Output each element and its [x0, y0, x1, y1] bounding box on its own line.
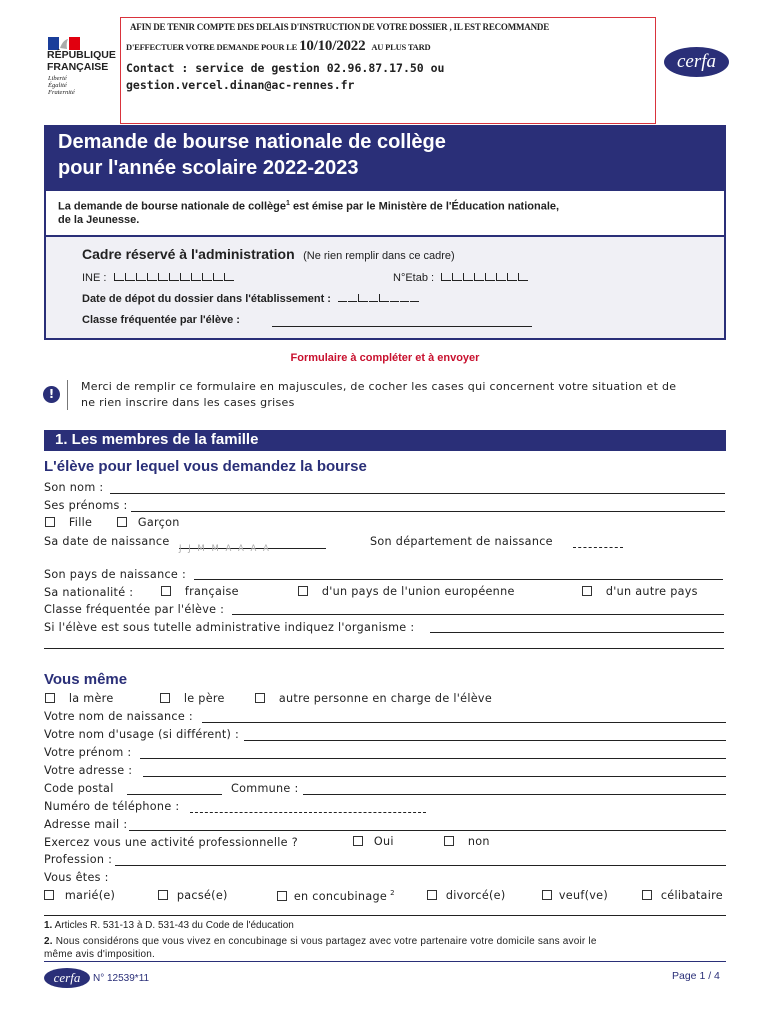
activite-label: Exercez vous une activité professionnelle ?	[44, 836, 298, 849]
footnote-2-num: 2.	[44, 936, 53, 947]
fille-label: Fille	[68, 516, 93, 529]
fille-checkbox[interactable]	[45, 517, 55, 527]
date-naissance-field[interactable]	[179, 536, 326, 554]
marianne-logo	[48, 35, 80, 48]
non-label: non	[467, 835, 490, 848]
veuf-checkbox[interactable]	[542, 890, 552, 900]
depot-label: Date de dépot du dossier dans l'établissement :	[82, 293, 331, 305]
pere-label: le père	[183, 692, 225, 705]
prenom-label: Votre prénom :	[44, 746, 132, 759]
nat-ue-option	[298, 585, 515, 598]
cerfa-logo-text: cerfa	[676, 51, 717, 72]
nat-autre-checkbox[interactable]	[582, 586, 592, 596]
student-nom-label: Son nom :	[44, 481, 104, 494]
contact-line2: gestion.vercel.dinan@ac-rennes.fr	[126, 78, 355, 92]
admin-heading	[82, 246, 455, 264]
issuer-footnote-ref: 1	[286, 200, 290, 207]
footnote-1-text: Articles R. 531-13 à D. 531-43 du Code de l'éducation	[54, 920, 294, 931]
vous-title: Vous même	[44, 671, 128, 688]
departement-label: Son département de naissance	[370, 535, 553, 548]
oui-checkbox[interactable]	[353, 836, 363, 846]
classe-label: Classe fréquentée par l'élève :	[44, 603, 225, 616]
student-nom-line[interactable]	[110, 493, 725, 494]
footer-rule	[44, 961, 726, 962]
divorce-label: divorcé(e)	[445, 889, 506, 902]
notice-line1: AFIN DE TENIR COMPTE DES DELAIS D'INSTRUCTION DE VOTRE DOSSIER , IL EST RECOMMANDE	[130, 22, 550, 32]
contact-line1: Contact : service de gestion 02.96.87.17.50 ou	[126, 61, 445, 75]
pacse-label: pacsé(e)	[176, 889, 228, 902]
instruction-line2: ne rien inscrire dans les cases grises	[81, 396, 295, 409]
commune-line[interactable]	[303, 794, 726, 795]
issuer-line1	[58, 200, 559, 213]
admin-heading-text: Cadre réservé à l'administration	[82, 246, 295, 262]
instruction-line1: Merci de remplir ce formulaire en majuscules, de cocher les cases qui concernent votre situation et de	[81, 380, 677, 393]
netab-field	[393, 272, 529, 284]
student-prenoms-line[interactable]	[131, 511, 725, 512]
notice-line2	[126, 38, 431, 55]
marie-label: marié(e)	[64, 889, 116, 902]
footnote-2-text: Nous considérons que vous vivez en concubinage si vous partagez avec votre partenaire votre domicile sans avoir le	[55, 936, 597, 947]
date-placeholder: J J M M A A A A	[179, 544, 271, 554]
pays-label: Son pays de naissance :	[44, 568, 187, 581]
adresse-line[interactable]	[143, 776, 726, 777]
exclamation-icon: !	[43, 386, 60, 403]
profession-line[interactable]	[115, 865, 726, 866]
commune-label: Commune :	[231, 782, 299, 795]
non-option	[444, 835, 490, 848]
nat-autre-option	[582, 585, 698, 598]
footnote-1	[44, 920, 294, 931]
pays-line[interactable]	[194, 579, 723, 580]
form-note: Formulaire à compléter et à envoyer	[290, 352, 480, 364]
veuf-label: veuf(ve)	[558, 889, 609, 902]
cerfa-number: N° 12539*11	[93, 973, 150, 984]
mail-label: Adresse mail :	[44, 818, 128, 831]
date-naissance-label: Sa date de naissance	[44, 535, 170, 548]
notice-line2-a: D'EFFECTUER VOTRE DEMANDE POUR LE	[126, 42, 298, 52]
celibataire-label: célibataire	[660, 889, 723, 902]
issuer-text-b: est émise par le Ministère de l'Éducation nationale,	[289, 200, 560, 213]
netab-ticks	[441, 272, 529, 284]
footnote-2-line2: même avis d'imposition.	[44, 949, 155, 960]
tutelle-label: Si l'élève est sous tutelle administrative indiquez l'organisme :	[44, 621, 415, 634]
profession-label: Profession :	[44, 853, 113, 866]
issuer-text-a: La demande de bourse nationale de collège	[58, 200, 287, 213]
motto-egalite: Égalité	[48, 82, 67, 89]
classe-line[interactable]	[232, 614, 724, 615]
pacse-checkbox[interactable]	[158, 890, 168, 900]
departement-line[interactable]	[573, 547, 623, 548]
marie-option	[44, 889, 115, 902]
nat-fr-option	[161, 585, 239, 598]
etes-label: Vous êtes :	[44, 871, 109, 884]
telephone-label: Numéro de téléphone :	[44, 800, 180, 813]
footer-cerfa-text: cerfa	[53, 970, 81, 985]
notice-line2-b: AU PLUS TARD	[371, 42, 431, 52]
oui-label: Oui	[373, 835, 394, 848]
oui-option	[353, 835, 394, 848]
classe-admin-line[interactable]	[272, 326, 532, 327]
nom-naissance-line[interactable]	[202, 722, 726, 723]
concubinage-footnote-ref: 2	[390, 889, 395, 897]
issuer-line2: de la Jeunesse.	[58, 214, 140, 226]
celibataire-option	[642, 889, 723, 902]
mail-line[interactable]	[129, 830, 726, 831]
republique-label: RÉPUBLIQUE	[47, 49, 116, 61]
nat-ue-label: d'un pays de l'union européenne	[321, 585, 515, 598]
nat-autre-label: d'un autre pays	[605, 585, 698, 598]
title-line1: Demande de bourse nationale de collège	[58, 131, 446, 153]
student-prenoms-label: Ses prénoms :	[44, 499, 128, 512]
nom-usage-line[interactable]	[244, 740, 726, 741]
autre-label: autre personne en charge de l'élève	[278, 692, 493, 705]
mere-label: la mère	[68, 692, 114, 705]
instruction-divider	[67, 380, 68, 410]
sexe-garcon	[117, 516, 180, 529]
pere-option	[160, 692, 225, 705]
motto-liberte: Liberté	[48, 75, 67, 82]
nat-fr-checkbox[interactable]	[161, 586, 171, 596]
mere-checkbox[interactable]	[45, 693, 55, 703]
admin-note: (Ne rien remplir dans ce cadre)	[303, 250, 455, 262]
celibataire-checkbox[interactable]	[642, 890, 652, 900]
footnote-rule	[44, 915, 726, 916]
telephone-line[interactable]	[190, 812, 426, 813]
ine-field	[82, 272, 235, 284]
depot-ticks	[338, 293, 420, 305]
tutelle-line2[interactable]	[44, 648, 724, 649]
issuer-box	[44, 191, 726, 237]
code-postal-line[interactable]	[127, 794, 222, 795]
non-checkbox[interactable]	[444, 836, 454, 846]
footer-cerfa-logo	[44, 968, 90, 988]
footnote-2	[44, 936, 597, 947]
tutelle-line[interactable]	[430, 632, 724, 633]
nationalite-label: Sa nationalité :	[44, 586, 134, 599]
page-number: Page 1 / 4	[672, 970, 720, 982]
concubinage-option	[277, 889, 395, 903]
adresse-label: Votre adresse :	[44, 764, 133, 777]
divorce-option	[427, 889, 506, 902]
concubinage-label: en concubinage	[293, 889, 388, 903]
depot-field	[82, 293, 420, 305]
veuf-option	[542, 889, 608, 902]
autre-checkbox[interactable]	[255, 693, 265, 703]
nat-fr-label: française	[184, 585, 239, 598]
garcon-checkbox[interactable]	[117, 517, 127, 527]
ine-ticks	[114, 272, 235, 284]
notice-date: 10/10/2022	[299, 38, 366, 54]
ine-label: INE :	[82, 272, 107, 284]
netab-label: N°Etab :	[393, 272, 435, 284]
nom-usage-label: Votre nom d'usage (si différent) :	[44, 728, 240, 741]
garcon-label: Garçon	[137, 516, 180, 529]
section1-title: 1. Les membres de la famille	[55, 431, 259, 448]
student-subtitle: L'élève pour lequel vous demandez la bourse	[44, 458, 367, 475]
motto-fraternite: Fraternité	[48, 89, 75, 96]
pacse-option	[158, 889, 228, 902]
section1-rule	[44, 450, 726, 451]
classe-admin-label: Classe fréquentée par l'élève :	[82, 314, 240, 326]
code-postal-label: Code postal	[44, 782, 114, 795]
divorce-checkbox[interactable]	[427, 890, 437, 900]
pere-checkbox[interactable]	[160, 693, 170, 703]
footnote-1-num: 1.	[44, 920, 53, 931]
title-line2: pour l'année scolaire 2022-2023	[58, 157, 359, 179]
francaise-label: FRANÇAISE	[47, 61, 109, 73]
autre-option	[255, 692, 492, 705]
mere-option	[45, 692, 114, 705]
cerfa-logo	[664, 47, 729, 77]
marie-checkbox[interactable]	[44, 890, 54, 900]
nat-ue-checkbox[interactable]	[298, 586, 308, 596]
nom-naissance-label: Votre nom de naissance :	[44, 710, 193, 723]
prenom-line[interactable]	[140, 758, 726, 759]
sexe-fille	[45, 516, 92, 529]
concubinage-checkbox[interactable]	[277, 891, 287, 901]
